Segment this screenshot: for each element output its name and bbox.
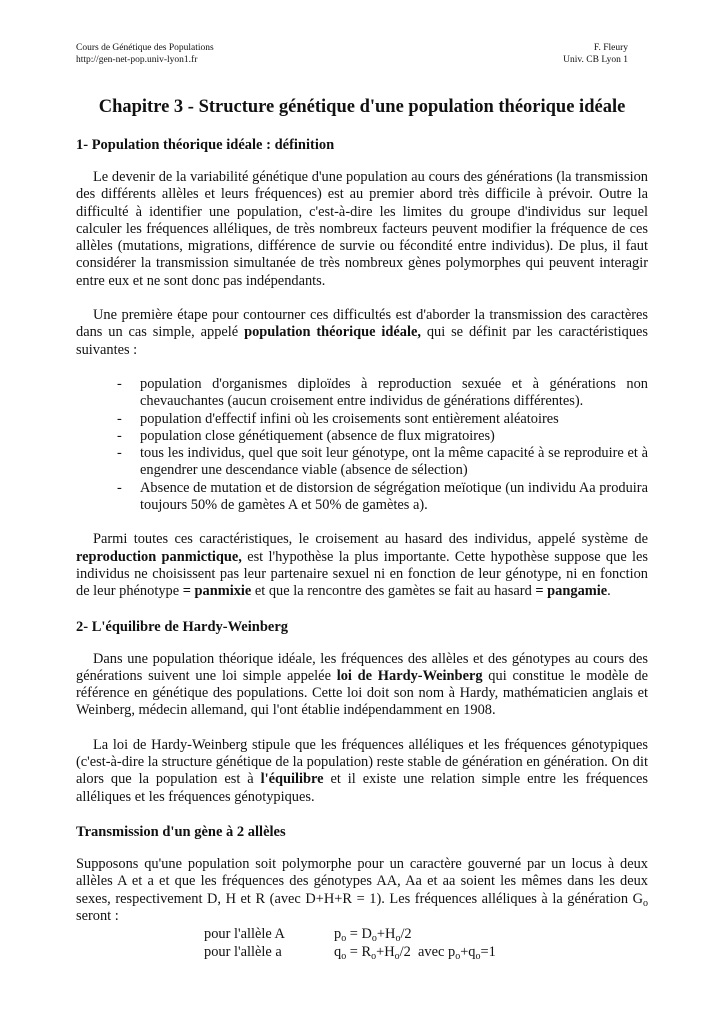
list-item: - population d'effectif infini où les croisements sont entièrement aléatoires bbox=[117, 410, 559, 427]
formula-allele-a bbox=[76, 943, 648, 961]
subsection-paragraph: Supposons qu'une population soit polymorphe pour un caractère gouverné par un locus à deux allèles A et a et que les fréquences des génotypes AA, Aa et aa soient les mêmes dans les deux sexes, respectivement D, H et R (avec D+H+R = 1). Les fréquences alléliques à la génération $G_o$ seront : bbox=[76, 855, 648, 924]
section-1-heading: 1- Population théorique idéale : définition bbox=[76, 137, 335, 153]
term-pangamie: = pangamie bbox=[535, 583, 608, 600]
chapter-title: Chapitre 3 - Structure génétique d'une population théorique idéale bbox=[98, 97, 626, 117]
term-hardy-weinberg: loi de Hardy-Weinberg bbox=[336, 667, 483, 684]
term-panmictic: reproduction panmictique, bbox=[76, 548, 242, 565]
list-item: - population d'organismes diploïdes à reproduction sexuée et à générations non chevauchantes (aucun croisement entre individus de générations différentes). bbox=[117, 375, 648, 410]
characteristics-list bbox=[76, 376, 648, 514]
list-item: - Absence de mutation et de distorsion de ségrégation meïotique (un individu Aa produira toujours 50% de gamètes A et 50% de gamètes a). bbox=[117, 479, 648, 514]
subsection-heading: Transmission d'un gène à 2 allèles bbox=[76, 823, 286, 840]
list-item: - tous les individus, quel que soit leur génotype, ont la même capacité à se reproduire et à engendrer une descendance viable (absence de sélection) bbox=[117, 445, 648, 479]
term-equilibrium: l'équilibre bbox=[260, 771, 324, 788]
page-header-right bbox=[563, 42, 628, 66]
author-name: F. Fleury bbox=[593, 43, 628, 53]
section-2-paragraph-1: Dans une population théorique idéale, les fréquences des allèles et des génotypes au cours des générations suivent une loi simple appelée loi de Hardy-Weinberg qui constitue le modèle de référence en génétique des populations. Cette loi doit son nom à Hardy, mathématicien anglais et Weinberg, médecin allemand, qui l'ont établie indépendamment en 1908. bbox=[76, 650, 648, 719]
formula-allele-A bbox=[76, 925, 648, 943]
section-2-paragraph-2: La loi de Hardy-Weinberg stipule que les fréquences alléliques et les fréquences génotypiques (c'est-à-dire la structure génétique de la population) reste stable de génération en génération. On dit alors que la population est à l'équilibre et il existe une relation simple entre les fréquences alléliques et les fréquences génotypiques. bbox=[76, 736, 648, 805]
section-2-heading: 2- L'équilibre de Hardy-Weinberg bbox=[76, 618, 288, 635]
university-name: Univ. CB Lyon 1 bbox=[563, 55, 628, 65]
course-name: Cours de Génétique des Populations bbox=[76, 43, 214, 53]
formula-label: pour l'allèle A bbox=[204, 926, 285, 943]
course-url: http://gen-net-pop.univ-lyon1.fr bbox=[76, 55, 198, 65]
section-1-paragraph-1: Le devenir de la variabilité génétique d'une population au cours des générations (la transmission des différents allèles et leurs fréquences) est au premier abord très difficile à prévoir. Outre la difficulté à identifier une population, c'est-à-dire les limites du groupe d'individus sur lequel calculer les fréquences alléliques, de très nombreux facteurs peuvent modifier la fréquence de ces allèles (mutations, migrations, différence de survie ou fécondité entre individus). De plus, il faut considérer la transmission simultanée de très nombreux gènes polymorphes qui peuvent interagir entre eux et ne sont donc pas indépendants. bbox=[76, 169, 648, 289]
formula-expression: $p_o = D_o+H_o/2$ bbox=[334, 926, 412, 945]
term-ideal-population: population théorique idéale, bbox=[244, 324, 421, 341]
section-1-paragraph-2: Une première étape pour contourner ces difficultés est d'aborder la transmission des caractères dans un cas simple, appelé population théorique idéale, qui se définit par les caractéristiques suivantes : bbox=[76, 307, 648, 358]
list-item: - population close génétiquement (absence de flux migratoires) bbox=[117, 427, 495, 444]
term-panmixie: = panmixie bbox=[182, 583, 252, 600]
page-header-left bbox=[76, 42, 214, 66]
formula-expression: $q_o = R_o+H_o/2$ avec $p_o+q_o=1$ bbox=[334, 944, 496, 963]
formula-label: pour l'allèle a bbox=[204, 944, 282, 961]
section-1-paragraph-3: Parmi toutes ces caractéristiques, le croisement au hasard des individus, appelé système de reproduction panmictique, est l'hypothèse la plus importante. Cette hypothèse suppose que les individus ne choisissent pas leur partenaire sexuel ni en fonction de leur génotype, ni en fonction de leur phénotype = panmixie et que la rencontre des gamètes se fait au hasard = pangamie. bbox=[76, 531, 648, 600]
document-body bbox=[76, 96, 648, 961]
